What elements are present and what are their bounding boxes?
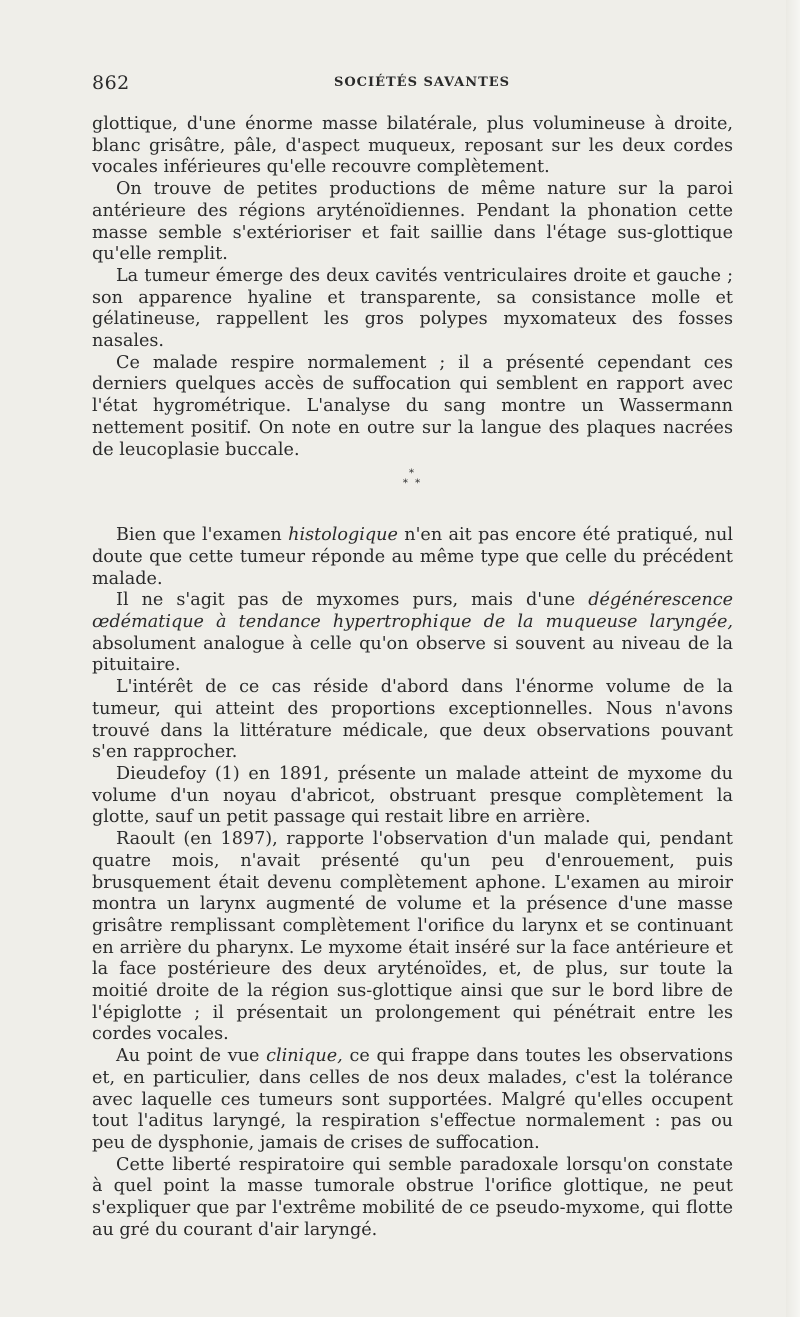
- paragraph: Dieudefoy (1) en 1891, présente un malade atteint de myxome du volume d'un noyau d'abricot, obstruant presque complètement la glotte, sauf un petit passage qui restait libre en arrière.: [92, 763, 733, 828]
- page-number: 862: [92, 72, 130, 94]
- page-edge: [786, 0, 800, 1317]
- text-run: ce qui frappe dans toutes les observations et, en particulier, dans celles de nos deux malades, c'est la tolérance avec laquelle ces tumeurs sont supportées. Malgré qu'elles occupent tout l'aditus laryngé, la respiration s'effectue normalement : pas ou peu de dysphonie, jamais de crises de suffocation.: [92, 1046, 733, 1153]
- asterism-bottom: * *: [402, 478, 423, 490]
- paragraph: [92, 590, 733, 677]
- page-header: [92, 72, 732, 96]
- body-text: [92, 114, 733, 1241]
- running-title: SOCIÉTÉS SAVANTES: [333, 75, 511, 90]
- paragraph: Cette liberté respiratoire qui semble paradoxale lorsqu'on constate à quel point la masse tumorale obstrue l'orifice glottique, ne peut s'expliquer que par l'extrême mobilité de ce pseudo-myxome, qui flotte au gré du courant d'air laryngé.: [92, 1154, 733, 1240]
- paragraph: [92, 1046, 733, 1155]
- text-run: n'en ait pas encore été pratiqué, nul doute que cette tumeur réponde au même type que celle du précédent malade.: [92, 525, 733, 589]
- paragraph: La tumeur émerge des deux cavités ventriculaires droite et gauche ; son apparence hyaline et transparente, sa consistance molle et gélatineuse, rappellent les gros polypes myxomateux des fosses nasales.: [92, 265, 733, 352]
- emphasis: histologique: [288, 525, 398, 546]
- text-run: absolument analogue à celle qu'on observe si souvent au niveau de la pituitaire.: [92, 633, 733, 676]
- emphasis: dégénérescence œdématique à tendance hypertrophique de la muqueuse laryngée,: [92, 590, 733, 633]
- text-run: Il ne s'agit pas de myxomes purs, mais d'une: [116, 590, 589, 611]
- paragraph: Ce malade respire normalement ; il a présenté cependant ces derniers quelques accès de suffocation qui semblent en rapport avec l'état hygrométrique. L'analyse du sang montre un Wassermann nettement positif. On note en outre sur la langue des plaques nacrées de leucoplasie buccale.: [92, 352, 733, 460]
- paragraph: L'intérêt de ce cas réside d'abord dans l'énorme volume de la tumeur, qui atteint des proportions exceptionnelles. Nous n'avons trouvé dans la littérature médicale, que deux observations pouvant s'en rapprocher.: [92, 677, 733, 763]
- paragraph: On trouve de petites productions de même nature sur la paroi antérieure des régions aryténoïdiennes. Pendant la phonation cette masse semble s'extérioriser et fait saillie dans l'étage sus-glottique qu'elle remplit.: [92, 179, 733, 265]
- paragraph: Raoult (en 1897), rapporte l'observation d'un malade qui, pendant quatre mois, n'avait présenté qu'un peu d'enrouement, puis brusquement était devenu complètement aphone. L'examen au miroir montra un larynx augmenté de volume et la présence d'une masse grisâtre remplissant complètement l'orifice du larynx et se continuant en arrière du pharynx. Le myxome était inséré sur la face antérieure et la face postérieure des deux aryténoïdes, et, de plus, sur toute la moitié droite de la région sus-glottique ainsi que sur le bord libre de l'épiglotte ; il présentait un prolongement qui pénétrait entre les cordes vocales.: [92, 829, 733, 1045]
- paragraph: [92, 525, 733, 590]
- text-run: Bien que l'examen: [116, 525, 289, 546]
- section-separator: [92, 469, 733, 489]
- asterism-top: *: [409, 468, 416, 480]
- text-run: Au point de vue: [116, 1046, 267, 1067]
- paragraph: glottique, d'une énorme masse bilatérale, plus volumineuse à droite, blanc grisâtre, pâle, d'aspect muqueux, reposant sur les deux cordes vocales inférieures qu'elle recouvre complètement.: [92, 114, 733, 178]
- emphasis: clinique,: [266, 1046, 343, 1067]
